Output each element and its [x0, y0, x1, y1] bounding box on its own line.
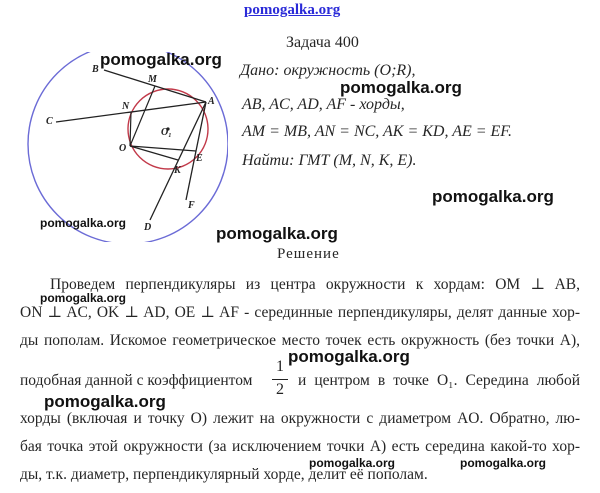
solution-line-4b: и центром в точке O₁. Середина любой — [298, 372, 580, 389]
label-m: M — [148, 74, 157, 85]
solution-line-5: хорды (включая и точку O) лежит на окружности с диаметром AO. Обратно, лю- — [20, 410, 580, 427]
watermark: pomogalka.org — [44, 392, 166, 411]
label-o: O — [119, 143, 127, 154]
big-circle — [28, 52, 228, 242]
label-c: C — [46, 116, 53, 127]
watermark: pomogalka.org — [40, 291, 127, 305]
problem-title: Задача 400 — [286, 34, 359, 51]
solution-line-6: бая точка этой окружности (за исключением точки A) есть середина какой-то хор- — [20, 438, 580, 455]
problem-find: Найти: ГМТ (M, N, K, E). — [242, 152, 417, 169]
label-f: F — [188, 200, 195, 211]
label-b: B — [92, 64, 99, 75]
label-d: D — [144, 222, 152, 233]
problem-chords: AB, AC, AD, AF - хорды, — [242, 96, 405, 113]
watermark: pomogalka.org — [40, 216, 127, 230]
watermark: pomogalka.org — [432, 187, 554, 206]
solution-line-4a: подобная данной с коэффициентом — [20, 372, 253, 389]
label-a: A — [208, 96, 215, 107]
watermark: pomogalka.org — [288, 347, 410, 366]
solution-heading: Решение — [277, 246, 340, 262]
fraction-bar — [272, 379, 288, 380]
solution-line-3: ды пополам. Искомое геометрическое место точек есть окружность (без точки A), — [20, 332, 580, 349]
problem-equalities: AM = MB, AN = NC, AK = KD, AE = EF. — [242, 123, 513, 140]
solution-line-2: ON ⊥ AC, OK ⊥ AD, OE ⊥ AF - серединные перпендикуляры, делят данные хор- — [20, 304, 580, 321]
geometry-figure — [18, 52, 228, 242]
watermark: pomogalka.org — [100, 50, 222, 69]
label-e: E — [196, 153, 203, 164]
watermark: pomogalka.org — [309, 456, 396, 470]
solution-line-1: Проведем перпендикуляры из центра окружности к хордам: OM ⊥ AB, — [50, 276, 580, 293]
problem-given: Дано: окружность (O;R), — [240, 62, 416, 79]
watermark: pomogalka.org — [216, 224, 338, 243]
fraction-numerator: 1 — [276, 358, 284, 375]
label-o1: O₁ — [161, 127, 172, 138]
label-k: K — [174, 165, 181, 176]
label-n: N — [122, 101, 130, 112]
solution-line-7: ды, т.к. диаметр, перпендикулярный хорде, делит её пополам. — [20, 466, 428, 483]
watermark: pomogalka.org — [460, 456, 547, 470]
segment-om — [130, 86, 155, 146]
fraction-denominator: 2 — [276, 381, 284, 398]
watermark-top[interactable]: pomogalka.org — [244, 2, 341, 18]
watermark: pomogalka.org — [340, 78, 462, 97]
